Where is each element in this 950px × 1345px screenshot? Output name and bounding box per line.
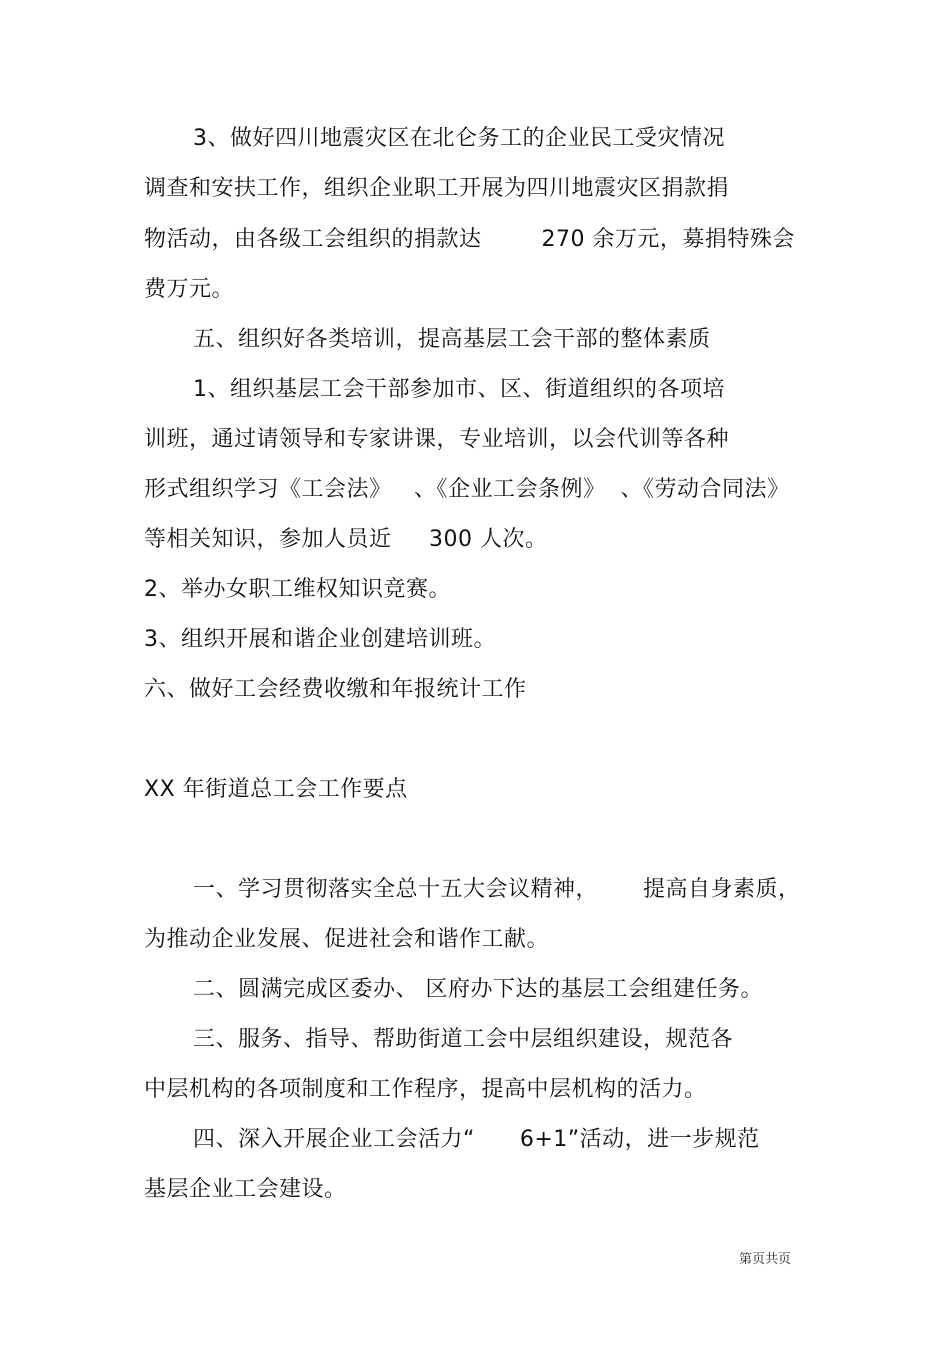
text-line: 四、深入开展企业工会活力“ 6+1”活动，进一步规范 xyxy=(193,1127,760,1152)
text-line: 二、圆满完成区委办、 区府办下达的基层工会组建任务。 xyxy=(193,977,763,1002)
text-line: 一、学习贯彻落实全总十五大会议精神， 提高自身素质， xyxy=(193,877,801,902)
text-line: 三、服务、指导、帮助街道工会中层组织建设，规范各 xyxy=(193,1027,734,1052)
text-line: 调查和安扶工作，组织企业职工开展为四川地震灾区捐款捐 xyxy=(144,176,730,201)
text-line: 等相关知识，参加人员近 300 人次。 xyxy=(144,527,548,552)
text-line: 中层机构的各项制度和工作程序，提高中层机构的活力。 xyxy=(144,1077,707,1102)
text-line: 3、组织开展和谐企业创建培训班。 xyxy=(144,627,496,652)
section-heading: 五、组织好各类培训，提高基层工会干部的整体素质 xyxy=(193,327,711,352)
text-line: 为推动企业发展、促进社会和谐作工献。 xyxy=(144,927,550,952)
text-line: 物活动，由各级工会组织的捐款达 270 余万元，募捐特殊会 xyxy=(144,227,795,252)
text-line: 2、举办女职工维权知识竞赛。 xyxy=(144,577,451,602)
text-line: 1、组织基层工会干部参加市、区、街道组织的各项培 xyxy=(193,377,725,402)
page-number-footer: 第页共页 xyxy=(739,1252,792,1267)
text-line: 费万元。 xyxy=(144,277,235,302)
section-heading: 六、做好工会经费收缴和年报统计工作 xyxy=(144,677,527,702)
document-title: XX 年街道总工会工作要点 xyxy=(144,777,408,802)
text-line: 训班，通过请领导和专家讲课，专业培训，以会代训等各种 xyxy=(144,427,730,452)
text-line: 形式组织学习《工会法》 、《企业工会条例》 、《劳动合同法》 xyxy=(144,477,790,502)
text-line: 基层企业工会建设。 xyxy=(144,1177,347,1202)
text-line: 3、做好四川地震灾区在北仑务工的企业民工受灾情况 xyxy=(193,126,725,151)
